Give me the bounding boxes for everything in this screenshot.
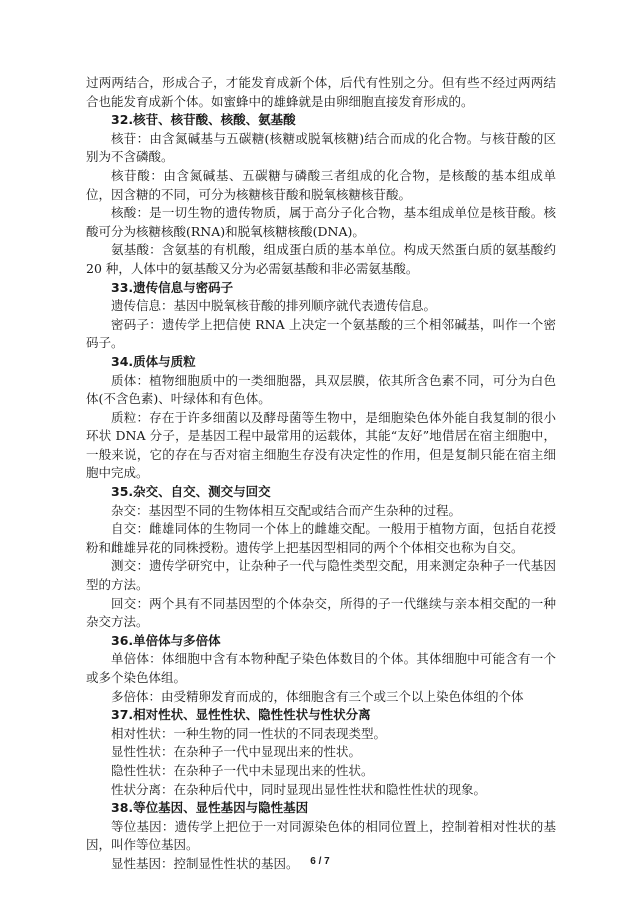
paragraph: 质粒：存在于许多细菌以及酵母菌等生物中，是细胞染色体外能自我复制的很小环状 DNA 分子，是基因工程中最常用的运载体，其能“友好”地借居在宿主细胞中，一般来说，它的存在与否对宿主细胞生存没有决定性的作用，但是复制只能在宿主细胞中完成。	[86, 409, 556, 481]
paragraph: 遗传信息：基因中脱氧核苷酸的排列顺序就代表遗传信息。	[111, 298, 437, 314]
section-heading: 32.核苷、核苷酸、核酸、氨基酸	[111, 112, 296, 128]
paragraph: 质体：植物细胞质中的一类细胞器，具双层膜，依其所含色素不同，可分为白色体(不含色素)、叶绿体和有色体。	[86, 372, 556, 407]
paragraph: 回交：两个具有不同基因型的个体杂交，所得的子一代继续与亲本相交配的一种杂交方法。	[86, 595, 556, 630]
paragraph: 自交：雌雄同体的生物同一个体上的雌雄交配。一般用于植物方面，包括自花授粉和雌雄异花的同株授粉。遗传学上把基因型相同的两个个体相交也称为自交。	[86, 521, 556, 555]
paragraph: 多倍体：由受精卵发育而成的，体细胞含有三个或三个以上染色体组的个体	[111, 688, 524, 704]
paragraph: 测交：遗传学研究中，让杂种子一代与隐性类型交配，用来测定杂种子一代基因型的方法。	[86, 558, 556, 593]
paragraph: 等位基因：遗传学上把位于一对同源染色体的相同位置上，控制着相对性状的基因，叫作等位基因。	[86, 818, 556, 853]
section-heading: 35.杂交、自交、测交与回交	[111, 484, 271, 500]
section-heading: 38.等位基因、显性基因与隐性基因	[111, 800, 309, 816]
paragraph: 过两两结合，形成合子，才能发育成新个体，后代有性别之分。但有些不经过两两结合也能发育成新个体。如蜜蜂中的雄蜂就是由卵细胞直接发育形成的。	[86, 75, 556, 109]
section-heading: 36.单倍体与多倍体	[111, 632, 221, 648]
paragraph: 隐性性状：在杂种子一代中未显现出来的性状。	[111, 762, 374, 778]
paragraph: 显性基因：控制显性性状的基因。	[111, 855, 299, 871]
paragraph: 核酸：是一切生物的遗传物质，属于高分子化合物，基本组成单位是核苷酸。核酸可分为核糖核酸(RNA)和脱氧核糖核酸(DNA)。	[86, 205, 556, 239]
paragraph: 相对性状：一种生物的同一性状的不同表现类型。	[111, 725, 387, 741]
section-heading: 33.遗传信息与密码子	[111, 279, 234, 295]
paragraph: 杂交：基因型不同的生物体相互交配或结合而产生杂种的过程。	[111, 502, 462, 518]
paragraph: 核苷：由含氮碱基与五碳糖(核糖或脱氧核糖)结合而成的化合物。与核苷酸的区别为不含磷酸。	[86, 130, 556, 165]
document-body	[86, 74, 556, 874]
paragraph: 单倍体：体细胞中含有本物种配子染色体数目的个体。其体细胞中可能含有一个或多个染色体组。	[86, 651, 556, 685]
section-heading: 37.相对性状、显性性状、隐性性状与性状分离	[111, 707, 371, 723]
paragraph: 密码子：遗传学上把信使 RNA 上决定一个氨基酸的三个相邻碱基，叫作一个密码子。	[86, 316, 556, 351]
paragraph: 氨基酸：含氨基的有机酸，组成蛋白质的基本单位。构成天然蛋白质的氨基酸约 20 种，人体中的氨基酸又分为必需氨基酸和非必需氨基酸。	[86, 242, 556, 276]
section-heading: 34.质体与质粒	[111, 353, 196, 369]
paragraph: 性状分离：在杂种后代中，同时显现出显性性状和隐性性状的现象。	[111, 781, 487, 797]
paragraph: 核苷酸：由含氮碱基、五碳糖与磷酸三者组成的化合物，是核酸的基本组成单位，因含糖的不同，可分为核糖核苷酸和脱氧核糖核苷酸。	[86, 167, 556, 202]
page-number: 6 / 7	[310, 856, 330, 867]
paragraph: 显性性状：在杂种子一代中显现出来的性状。	[111, 744, 362, 760]
